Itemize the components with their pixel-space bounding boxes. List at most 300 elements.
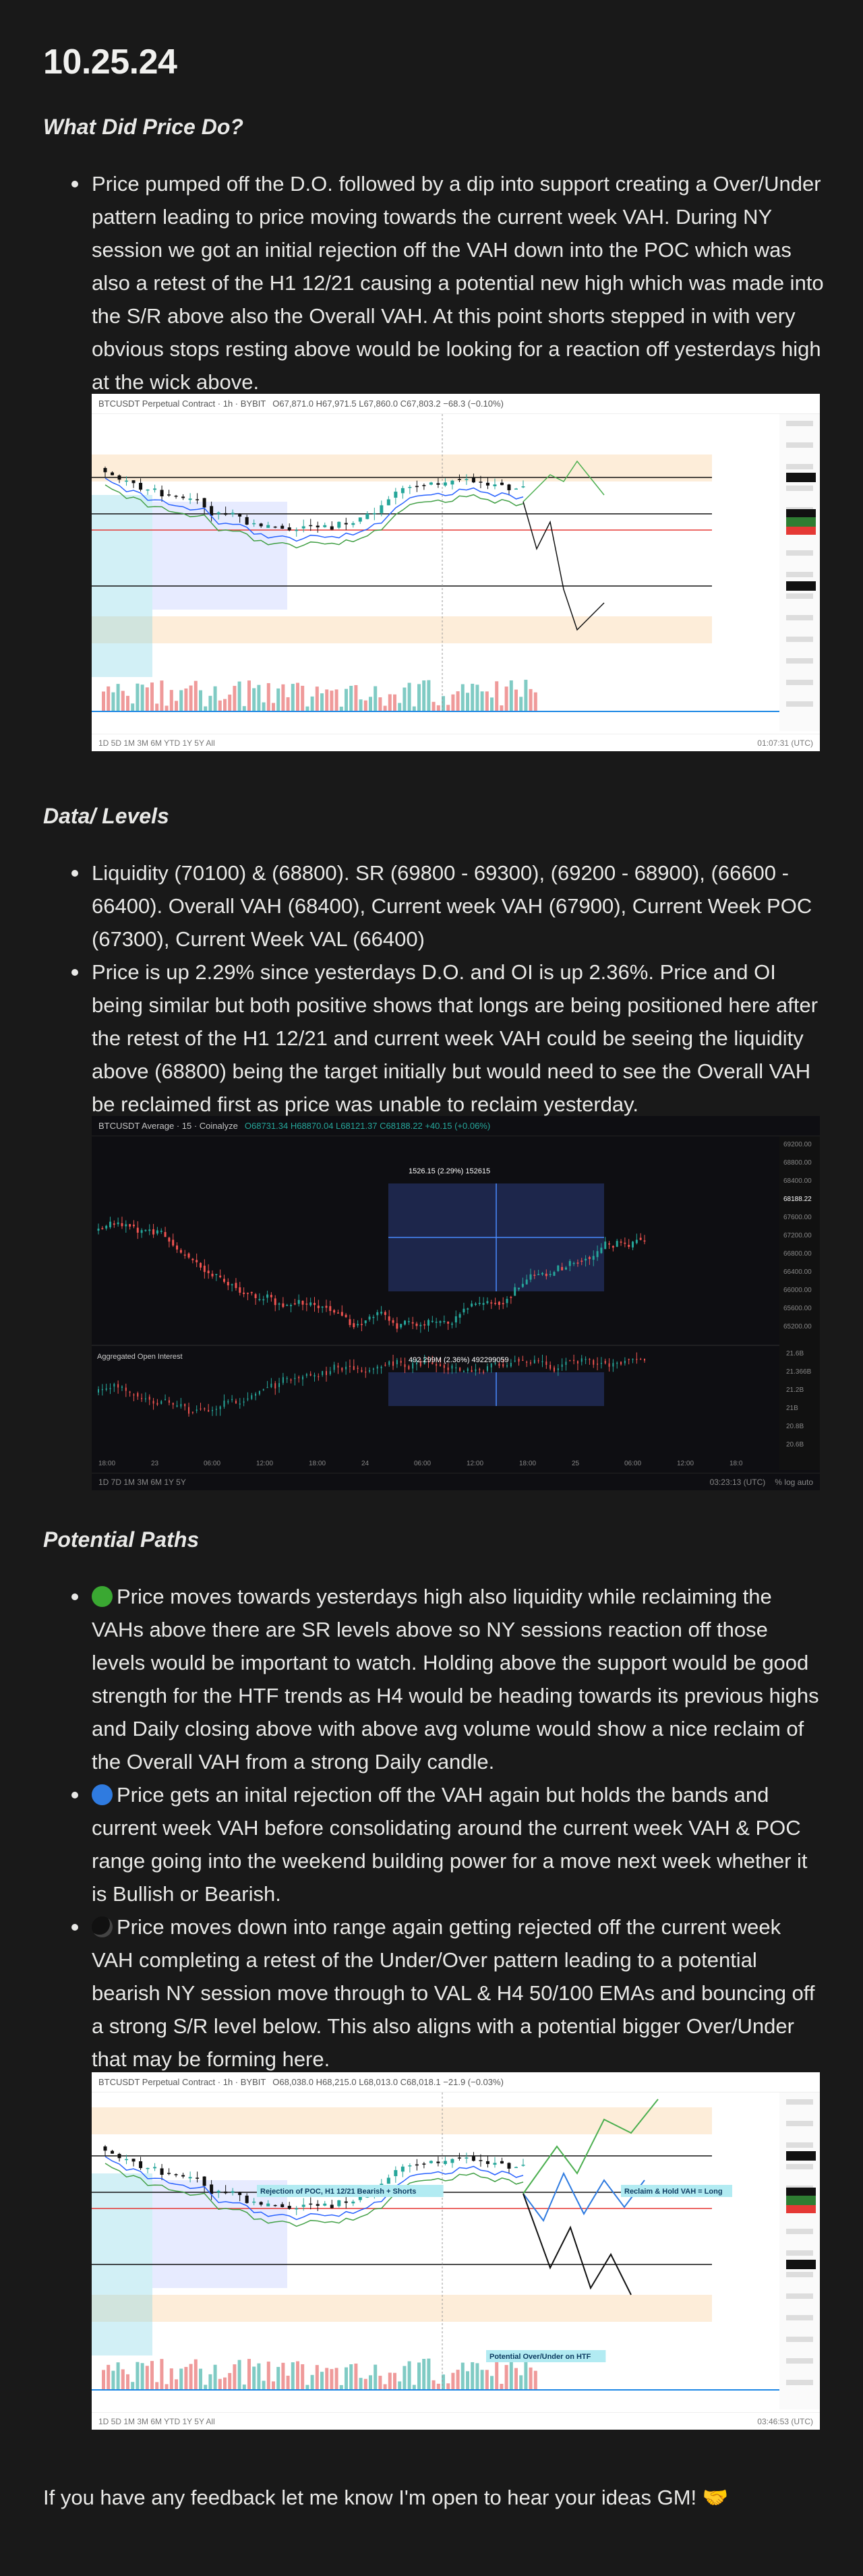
price-tag [786, 2196, 816, 2205]
price-candle [309, 525, 312, 527]
oi-candle [330, 1371, 331, 1374]
volume-bar [500, 2384, 503, 2389]
oi-tick: 21.6B [786, 1350, 804, 1357]
price-tick: 68188.22 [783, 1196, 812, 1203]
chart-btc-1h[interactable] [92, 394, 820, 751]
oi-candle [444, 1365, 445, 1368]
price-candle [392, 1320, 394, 1323]
volume-bar [456, 2370, 460, 2389]
price-candle [427, 1320, 429, 1325]
oi-candle [522, 1360, 523, 1362]
price-candle [235, 1283, 237, 1288]
oi-candle [369, 1370, 370, 1372]
price-candle [620, 1241, 622, 1243]
timeframe-selector[interactable]: 1D 5D 1M 3M 6M YTD 1Y 5Y All [98, 2417, 215, 2426]
volume-bar [146, 687, 149, 711]
price-candle [545, 1274, 547, 1277]
volume-bar [456, 691, 460, 711]
chart-symbol: BTCUSDT Average · 15 · Coinalyze [98, 1121, 238, 1131]
price-candle [302, 526, 305, 528]
volume-bar [126, 696, 129, 711]
volume-bar [257, 2364, 260, 2389]
price-candle [337, 1312, 339, 1314]
price-candle [245, 517, 249, 525]
bullet-item [43, 1910, 825, 2076]
volume-bar [349, 686, 353, 711]
oi-candle [612, 1363, 614, 1366]
price-candle [208, 1270, 210, 1273]
oi-candle [184, 1404, 185, 1406]
oi-candle [565, 1362, 566, 1365]
price-candle [111, 2151, 114, 2154]
volume-bar [437, 2384, 440, 2389]
price-candle [341, 1312, 343, 1316]
price-candle [345, 1315, 347, 1318]
volume-bar [170, 2368, 173, 2389]
volume-bar [417, 2362, 421, 2389]
oi-candle [334, 1365, 335, 1370]
price-candle [443, 1321, 445, 1322]
chart-header [92, 1116, 820, 1136]
oi-tick: 20.6B [786, 1441, 804, 1448]
time-tick: 06:00 [624, 1460, 642, 1467]
oi-candle [263, 1389, 264, 1391]
price-candle [450, 2159, 454, 2163]
volume-bar [437, 705, 440, 711]
volume-bar [252, 2367, 256, 2389]
price-candle [408, 1321, 410, 1322]
volume-bar [204, 706, 207, 711]
price-tick: 66800.00 [783, 1250, 812, 1258]
volume-bar [276, 689, 280, 711]
price-candle [203, 2177, 206, 2186]
axis-tick [786, 572, 813, 577]
axis-tick [786, 550, 813, 556]
oi-candle [255, 1394, 256, 1396]
bullet-item [43, 1778, 825, 1910]
volume-bar [316, 2365, 319, 2389]
oi-candle [483, 1372, 484, 1373]
chart-canvas[interactable] [92, 1136, 820, 1470]
price-candle [148, 1229, 150, 1231]
price-candle [365, 514, 369, 519]
price-candle [589, 1257, 591, 1259]
volume-bar [189, 686, 193, 711]
price-candle [184, 1254, 186, 1256]
price-candle [600, 1248, 602, 1253]
oi-candle [451, 1366, 452, 1368]
price-candle [330, 526, 334, 529]
time-tick: 18:00 [98, 1460, 116, 1467]
volume-bar [393, 2373, 396, 2389]
volume-bar [451, 695, 454, 711]
oi-candle [644, 1359, 645, 1361]
volume-bar [359, 2378, 363, 2389]
oi-candle [573, 1360, 574, 1362]
price-candle [176, 1246, 178, 1250]
price-candle [565, 1268, 567, 1270]
volume-bar [102, 2370, 105, 2389]
price-candle [316, 2204, 320, 2206]
price-candle [345, 523, 348, 525]
oi-candle [117, 1384, 119, 1388]
price-candle [561, 1267, 563, 1270]
price-candle [153, 2167, 156, 2168]
price-candle [451, 1324, 453, 1325]
volume-bar [514, 2368, 518, 2389]
price-candle [415, 2165, 419, 2166]
scale-options[interactable]: % log auto [775, 1477, 813, 1487]
time-tick: 18:0 [730, 1460, 743, 1467]
price-candle [181, 2175, 185, 2176]
price-candle [467, 1308, 469, 1309]
volume-bar [505, 2365, 508, 2389]
price-candle [286, 1305, 288, 1306]
price-candle [576, 1262, 578, 1264]
volume-bar [199, 2369, 202, 2389]
price-candle [266, 1295, 268, 1298]
axis-tick [786, 680, 813, 685]
volume-bar [204, 2384, 207, 2389]
oi-candle [291, 1380, 292, 1381]
volume-bar [184, 2367, 187, 2389]
price-candle [493, 484, 496, 486]
oi-candle [247, 1399, 248, 1400]
price-candle [365, 1320, 367, 1323]
oi-candle [467, 1368, 469, 1371]
price-candle [541, 1273, 543, 1275]
volume-bar [354, 685, 357, 711]
price-candle [288, 2206, 291, 2208]
oi-candle [569, 1360, 570, 1362]
price-candle [139, 2161, 142, 2168]
oi-candle [628, 1359, 630, 1360]
chart-btc-15m-oi[interactable] [92, 1116, 820, 1490]
volume-bar [111, 693, 115, 711]
price-candle [401, 2167, 405, 2171]
sr-zone [92, 616, 712, 643]
axis-tick [786, 2121, 813, 2126]
oi-candle [223, 1401, 225, 1407]
time-tick: 12:00 [256, 1460, 274, 1467]
volume-bar [403, 2366, 406, 2389]
price-candle [357, 1324, 359, 1325]
bullet-text: Price gets an inital rejection off the VAH again but holds the bands and current week VAH before consolidating around the current week VAH & POC range going into the weekend building power for a move next week whether it is Bullish or Bearish. [92, 1783, 808, 1906]
price-candle [388, 1316, 390, 1320]
price-tick: 67600.00 [783, 1214, 812, 1221]
volume-bar [529, 689, 533, 711]
price-candle [239, 1287, 241, 1293]
oi-candle [541, 1362, 543, 1363]
volume-bar [262, 703, 266, 711]
oi-candle [239, 1403, 241, 1405]
price-candle [101, 1228, 103, 1229]
price-candle [408, 2165, 411, 2167]
price-candle [486, 483, 489, 486]
price-candle [274, 527, 277, 528]
section-heading-levels: Data/ Levels [43, 804, 169, 828]
price-candle [227, 1282, 229, 1285]
price-candle [455, 1316, 457, 1322]
price-candle [117, 1223, 119, 1225]
oi-candle [349, 1366, 351, 1367]
volume-bar [107, 2365, 110, 2389]
chart-canvas[interactable] [92, 414, 820, 731]
axis-line [92, 711, 779, 712]
price-candle [510, 1297, 512, 1298]
price-candle [280, 526, 284, 529]
volume-bar [301, 686, 304, 711]
volume-bar [267, 683, 270, 711]
volume-bar [218, 701, 222, 711]
price-candle [526, 1279, 528, 1284]
oi-candle [102, 1389, 103, 1391]
price-candle [415, 486, 419, 488]
volume-bar [340, 2385, 343, 2389]
price-candle [593, 1256, 595, 1260]
oi-candle [294, 1378, 295, 1379]
price-candle [231, 1284, 233, 1285]
price-candle [200, 1263, 202, 1268]
volume-bar [111, 2371, 115, 2389]
axis-tick [786, 2315, 813, 2320]
volume-bar [296, 683, 299, 711]
section-heading-paths: Potential Paths [43, 1527, 200, 1552]
oi-candle [235, 1401, 237, 1403]
oi-candle [259, 1391, 260, 1394]
volume-bar [413, 707, 416, 711]
volume-bar [126, 2374, 129, 2389]
oi-candle [471, 1370, 473, 1372]
oi-tick: 20.8B [786, 1423, 804, 1430]
volume-bar [107, 686, 110, 711]
price-candle [181, 496, 185, 498]
price-candle [522, 486, 525, 488]
volume-bar [466, 2371, 469, 2389]
price-candle [401, 488, 405, 493]
price-candle [533, 1275, 535, 1276]
oi-candle [545, 1362, 547, 1365]
oi-candle [534, 1359, 535, 1363]
oi-candle [554, 1368, 555, 1372]
price-axis [779, 1136, 820, 1470]
price-tag [786, 2188, 816, 2197]
price-candle [243, 1293, 245, 1294]
volume-bar [335, 2368, 338, 2389]
volume-bar [374, 686, 377, 711]
oi-candle [585, 1359, 587, 1360]
volume-bar [291, 2362, 295, 2389]
price-candle [507, 484, 510, 490]
oi-candle [98, 1389, 99, 1393]
axis-tick [786, 486, 813, 491]
chart-symbol: BTCUSDT Perpetual Contract · 1h · BYBIT [98, 2077, 266, 2087]
bullet-list-levels [43, 856, 825, 1121]
price-candle [436, 2162, 440, 2163]
price-candle [439, 1321, 441, 1322]
volume-bar [374, 2365, 377, 2389]
price-candle [507, 2163, 510, 2168]
volume-bar [349, 2364, 353, 2389]
volume-bar [340, 707, 343, 711]
price-candle [412, 1322, 414, 1324]
price-candle [104, 468, 107, 472]
volume-bar [495, 2360, 498, 2389]
oi-candle [530, 1362, 531, 1364]
price-candle [514, 1287, 516, 1296]
price-candle [160, 1231, 162, 1232]
price-candle [628, 1245, 630, 1247]
price-candle [118, 2154, 121, 2158]
oi-candle [274, 1383, 276, 1388]
price-candle [465, 2157, 468, 2159]
price-candle [404, 1320, 406, 1324]
oi-candle [177, 1405, 178, 1407]
price-candle [423, 1324, 425, 1326]
oi-candle [381, 1367, 382, 1368]
volume-bar [408, 683, 411, 711]
price-tag [786, 581, 816, 591]
oi-candle [408, 1366, 409, 1370]
oi-candle [125, 1388, 127, 1391]
price-candle [597, 1251, 599, 1257]
oi-candle [448, 1368, 449, 1370]
volume-bar [408, 2362, 411, 2389]
oi-candle [365, 1372, 366, 1373]
price-candle [258, 1299, 260, 1301]
price-candle [419, 1325, 421, 1326]
price-tick: 66400.00 [783, 1268, 812, 1276]
oi-candle [227, 1401, 229, 1403]
bullet-list-paths [43, 1580, 825, 2076]
chart-header [92, 394, 820, 414]
price-candle [422, 485, 425, 486]
volume-bar [413, 2385, 416, 2389]
volume-bar [481, 2370, 484, 2389]
price-candle [153, 488, 156, 490]
timeframe-selector[interactable]: 1D 5D 1M 3M 6M YTD 1Y 5Y All [98, 738, 215, 748]
price-candle [408, 487, 411, 488]
price-candle [394, 2170, 397, 2176]
volume-bar [102, 691, 105, 711]
price-candle [191, 1259, 194, 1260]
volume-bar [117, 2362, 120, 2389]
bullet-text: Price moves down into range again getting rejected off the current week VAH completing a retest of the Under/Over pattern leading to a potential bearish NY session move through to VAL & H4 50/100 EMAs and bouncing off a strong S/R level below. This also aligns with a potential bigger Over/Under that may be forming here. [92, 1915, 815, 2071]
axis-tick [786, 2164, 813, 2169]
volume-bar [475, 684, 479, 711]
chart-clock: 03:23:13 (UTC) [709, 1477, 766, 1487]
price-candle [436, 1322, 438, 1323]
oi-candle [589, 1359, 590, 1360]
volume-bar [228, 695, 231, 711]
chart-btc-1h-paths[interactable] [92, 2072, 820, 2430]
volume-bar [345, 2368, 348, 2389]
price-candle [156, 1230, 158, 1233]
oi-candle [581, 1358, 583, 1362]
price-candle [349, 1319, 351, 1325]
volume-bar [175, 701, 178, 711]
price-candle [204, 1266, 206, 1272]
price-tag [786, 2260, 816, 2269]
volume-bar [223, 2378, 227, 2389]
volume-bar [165, 2384, 169, 2389]
price-candle [132, 480, 136, 483]
volume-bar [243, 2384, 246, 2389]
oi-candle [577, 1361, 578, 1364]
oi-candle [231, 1399, 233, 1401]
price-candle [196, 499, 199, 500]
volume-bar [287, 697, 290, 711]
time-tick: 06:00 [414, 1460, 432, 1467]
volume-bar [466, 693, 469, 711]
price-candle [616, 1241, 618, 1247]
chart-clock: 03:46:53 (UTC) [757, 2417, 813, 2426]
oi-candle [405, 1364, 406, 1367]
volume-bar [175, 2379, 178, 2389]
axis-tick [786, 593, 813, 599]
axis-tick [786, 421, 813, 426]
price-candle [196, 1260, 198, 1262]
price-candle [351, 2202, 355, 2204]
sr-zone [92, 2295, 712, 2322]
axis-tick [786, 658, 813, 664]
volume-bar [218, 2379, 222, 2389]
volume-bar [398, 703, 401, 711]
price-candle [196, 2177, 199, 2179]
volume-bar [160, 2359, 163, 2389]
volume-bar [320, 2372, 324, 2389]
oi-candle [270, 1384, 272, 1387]
price-candle [472, 478, 475, 483]
price-candle [255, 1294, 257, 1298]
volume-bar [432, 702, 436, 711]
time-tick: 18:00 [309, 1460, 326, 1467]
volume-bar [388, 695, 392, 711]
price-candle [245, 2196, 249, 2203]
price-candle [104, 2146, 107, 2150]
oi-candle [298, 1377, 299, 1378]
price-candle [165, 1232, 167, 1237]
time-tick: 12:00 [467, 1460, 484, 1467]
price-candle [444, 2161, 447, 2164]
chart-toolbar [92, 2412, 820, 2430]
price-candle [444, 482, 447, 486]
price-candle [231, 513, 235, 514]
price-candle [167, 2173, 171, 2174]
oi-candle [593, 1360, 594, 1365]
chart-canvas[interactable] [92, 2092, 820, 2409]
volume-bar [320, 693, 324, 711]
axis-tick [786, 2142, 813, 2148]
price-candle [295, 530, 298, 531]
price-candle [270, 1295, 272, 1297]
price-candle [189, 2177, 192, 2178]
measure-label: 492.299M (2.36%) 492299059 [409, 1356, 509, 1364]
price-candle [387, 499, 390, 505]
volume-bar [325, 2368, 328, 2389]
oi-candle [106, 1388, 107, 1390]
timeframe-selector[interactable]: 1D 7D 1M 3M 6M 1Y 5Y [98, 1477, 186, 1487]
volume-bar [524, 2358, 527, 2389]
price-candle [640, 1238, 642, 1240]
price-candle [144, 1230, 146, 1231]
price-candle [252, 523, 256, 525]
volume-bar [208, 2374, 212, 2389]
price-candle [318, 1306, 320, 1308]
price-candle [125, 2159, 128, 2161]
oi-candle [188, 1407, 189, 1414]
volume-bar [510, 2359, 513, 2389]
